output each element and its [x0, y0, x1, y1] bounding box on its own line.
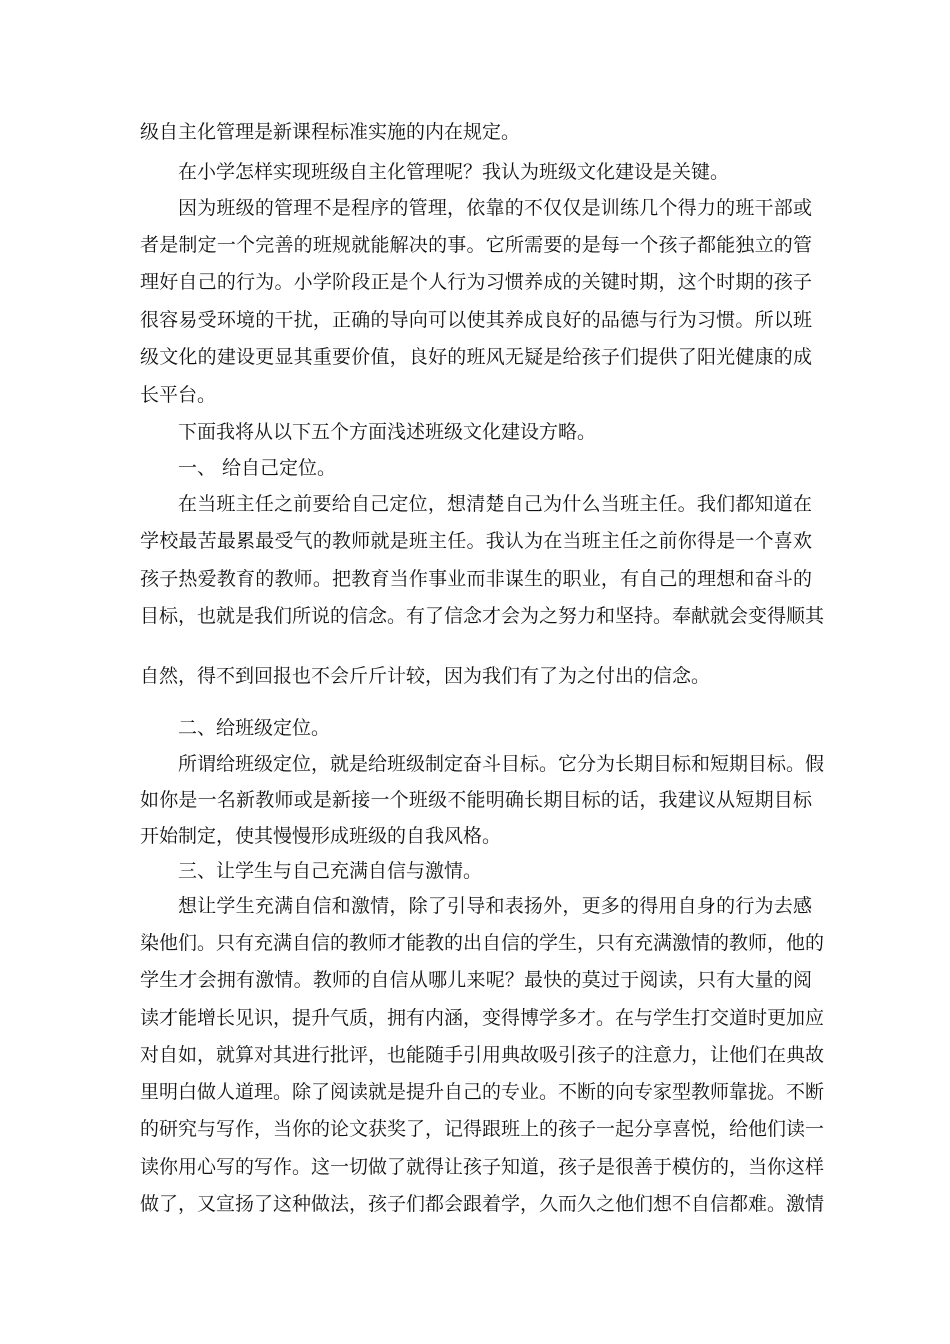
text-line: 在当班主任之前要给自己定位，想清楚自己为什么当班主任。我们都知道在	[178, 493, 812, 515]
section-heading: 三、让学生与自己充满自信与激情。	[178, 860, 483, 882]
text-line: 做了，又宣扬了这种做法，孩子们都会跟着学，久而久之他们想不自信都难。激情	[140, 1193, 825, 1215]
text-line: 自然，得不到回报也不会斤斤计较，因为我们有了为之付出的信念。	[140, 665, 711, 687]
text-line: 孩子热爱教育的教师。把教育当作事业而非谋生的职业，有自己的理想和奋斗的	[140, 568, 812, 590]
text-line: 开始制定，使其慢慢形成班级的自我风格。	[140, 825, 502, 847]
text-line: 里明白做人道理。除了阅读就是提升自己的专业。不断的向专家型教师靠拢。不断	[140, 1081, 825, 1103]
text-line: 级自主化管理是新课程标准实施的内在规定。	[140, 121, 521, 143]
text-line: 的研究与写作，当你的论文获奖了，记得跟班上的孩子一起分享喜悦，给他们读一	[140, 1118, 825, 1140]
text-line: 因为班级的管理不是程序的管理，依靠的不仅仅是训练几个得力的班干部或	[178, 197, 812, 219]
text-line: 读你用心写的写作。这一切做了就得让孩子知道，孩子是很善于模仿的，当你这样	[140, 1156, 825, 1178]
text-line: 长平台。	[140, 384, 217, 406]
text-line: 学校最苦最累最受气的教师就是班主任。我认为在当班主任之前你得是一个喜欢	[140, 530, 812, 552]
text-line: 读才能增长见识，提升气质，拥有内涵，变得博学多才。在与学生打交道时更加应	[140, 1007, 825, 1029]
text-line: 染他们。只有充满自信的教师才能教的出自信的学生，只有充满激情的教师，他的	[140, 932, 825, 954]
text-line: 学生才会拥有激情。教师的自信从哪儿来呢？最快的莫过于阅读，只有大量的阅	[140, 969, 812, 991]
section-heading: 二、给班级定位。	[178, 717, 331, 739]
text-line: 如你是一名新教师或是新接一个班级不能明确长期目标的话，我建议从短期目标	[140, 789, 812, 811]
text-line: 对自如，就算对其进行批评，也能随手引用典故吸引孩子的注意力，让他们在典故	[140, 1044, 825, 1066]
text-line: 在小学怎样实现班级自主化管理呢？我认为班级文化建设是关键。	[178, 161, 730, 183]
text-line: 级文化的建设更显其重要价值，良好的班风无疑是给孩子们提供了阳光健康的成	[140, 346, 812, 368]
text-line: 者是制定一个完善的班规就能解决的事。它所需要的是每一个孩子都能独立的管	[140, 234, 812, 256]
text-line: 目标，也就是我们所说的信念。有了信念才会为之努力和坚持。奉献就会变得顺其	[140, 605, 825, 627]
text-line: 很容易受环境的干扰，正确的导向可以使其养成良好的品德与行为习惯。所以班	[140, 309, 812, 331]
text-line: 想让学生充满自信和激情，除了引导和表扬外，更多的得用自身的行为去感	[178, 895, 812, 917]
text-line: 所谓给班级定位，就是给班级制定奋斗目标。它分为长期目标和短期目标。假	[178, 753, 825, 775]
section-heading: 一、 给自己定位。	[178, 457, 337, 479]
text-line: 理好自己的行为。小学阶段正是个人行为习惯养成的关键时期，这个时期的孩子	[140, 271, 812, 293]
text-line: 下面我将从以下五个方面浅述班级文化建设方略。	[178, 421, 597, 443]
